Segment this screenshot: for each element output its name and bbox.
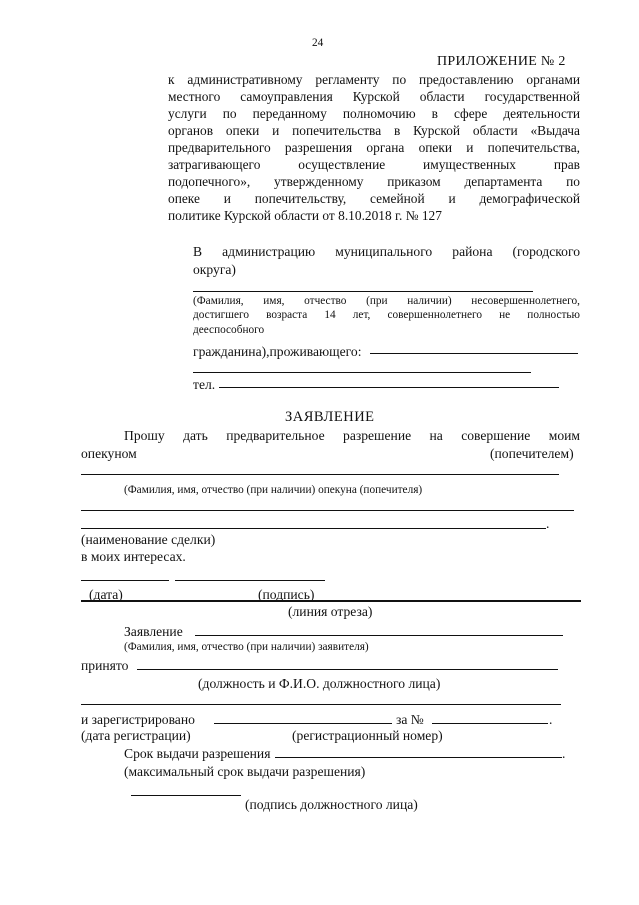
term-dot: .: [562, 746, 566, 761]
official-caption: (должность и Ф.И.О. должностного лица): [198, 676, 441, 691]
addressee-line: В администрацию муниципального района (городского: [193, 244, 580, 259]
addressee-name-field[interactable]: [193, 291, 533, 292]
tel-field[interactable]: [219, 387, 559, 388]
term-label: Срок выдачи разрешения: [124, 746, 271, 761]
reg-dot: .: [549, 712, 553, 727]
addressee-line-2: округа): [193, 262, 236, 277]
cut-line-caption: (линия отреза): [288, 604, 373, 619]
statement-line-left: опекуном: [81, 446, 137, 461]
statement-line-right: (попечителем): [490, 446, 574, 461]
official-signature-field[interactable]: [131, 795, 241, 796]
official-signature-caption: (подпись должностного лица): [245, 797, 418, 812]
residing-address-field-2[interactable]: [193, 372, 531, 373]
reg-number-field[interactable]: [432, 723, 548, 724]
official-field-2[interactable]: [81, 704, 561, 705]
term-caption: (максимальный срок выдачи разрешения): [124, 764, 366, 779]
signature-caption: (подпись): [258, 587, 315, 602]
reg-date-caption: (дата регистрации): [81, 728, 191, 743]
number-label: за №: [396, 712, 424, 727]
guardian-name-field[interactable]: [81, 474, 559, 475]
appendix-line: органов опеки и попечительства в Курской области «Выдача: [168, 123, 580, 138]
registered-label: и зарегистрировано: [81, 712, 195, 727]
reg-number-caption: (регистрационный номер): [292, 728, 443, 743]
accepted-label: принято: [81, 658, 129, 673]
tel-label: тел.: [193, 377, 216, 392]
appendix-line: предварительного разрешения органа опеки и попечительства,: [168, 140, 580, 155]
deal-field[interactable]: [81, 510, 574, 511]
statement-line: Прошу дать предварительное разрешение на совершение моим: [124, 428, 580, 443]
applicant-caption: (Фамилия, имя, отчество (при наличии) заявителя): [124, 641, 369, 653]
date-field[interactable]: [81, 580, 169, 581]
official-field[interactable]: [137, 669, 558, 670]
residing-address-field[interactable]: [370, 353, 578, 354]
interests-text: в моих интересах.: [81, 549, 186, 564]
deal-caption: (наименование сделки): [81, 532, 216, 547]
reg-date-field[interactable]: [214, 723, 392, 724]
deal-dot: .: [546, 516, 550, 531]
receipt-statement-label: Заявление: [124, 624, 183, 639]
addressee-caption: дееспособного: [193, 324, 265, 336]
appendix-line: к административному регламенту по предоставлению органами: [168, 72, 580, 87]
appendix-title: ПРИЛОЖЕНИЕ № 2: [437, 54, 566, 69]
signature-field[interactable]: [175, 580, 325, 581]
appendix-line: услуги по переданному полномочию в сфере деятельности: [168, 106, 580, 121]
date-caption: (дата): [89, 587, 123, 602]
appendix-line: подопечного», утвержденному приказом департамента по: [168, 174, 580, 189]
appendix-line: местного самоуправления Курской области государственной: [168, 89, 580, 104]
statement-title: ЗАЯВЛЕНИЕ: [285, 409, 375, 425]
appendix-line: политике Курской области от 8.10.2018 г. № 127: [168, 208, 442, 223]
term-field[interactable]: [275, 757, 562, 758]
addressee-caption: (Фамилия, имя, отчество (при наличии) несовершеннолетнего,: [193, 295, 580, 307]
guardian-caption: (Фамилия, имя, отчество (при наличии) опекуна (попечителя): [124, 484, 423, 496]
addressee-caption: достигшего возраста 14 лет, совершеннолетнего не полностью: [193, 309, 580, 321]
applicant-name-field[interactable]: [195, 635, 563, 636]
cut-line: [81, 600, 581, 602]
page-number: 24: [312, 37, 324, 49]
deal-field-2[interactable]: [81, 528, 546, 529]
residing-label: гражданина),проживающего:: [193, 344, 362, 359]
appendix-line: опеке и попечительству, семейной и демографической: [168, 191, 580, 206]
appendix-line: затрагивающего осуществление имущественных прав: [168, 157, 580, 172]
